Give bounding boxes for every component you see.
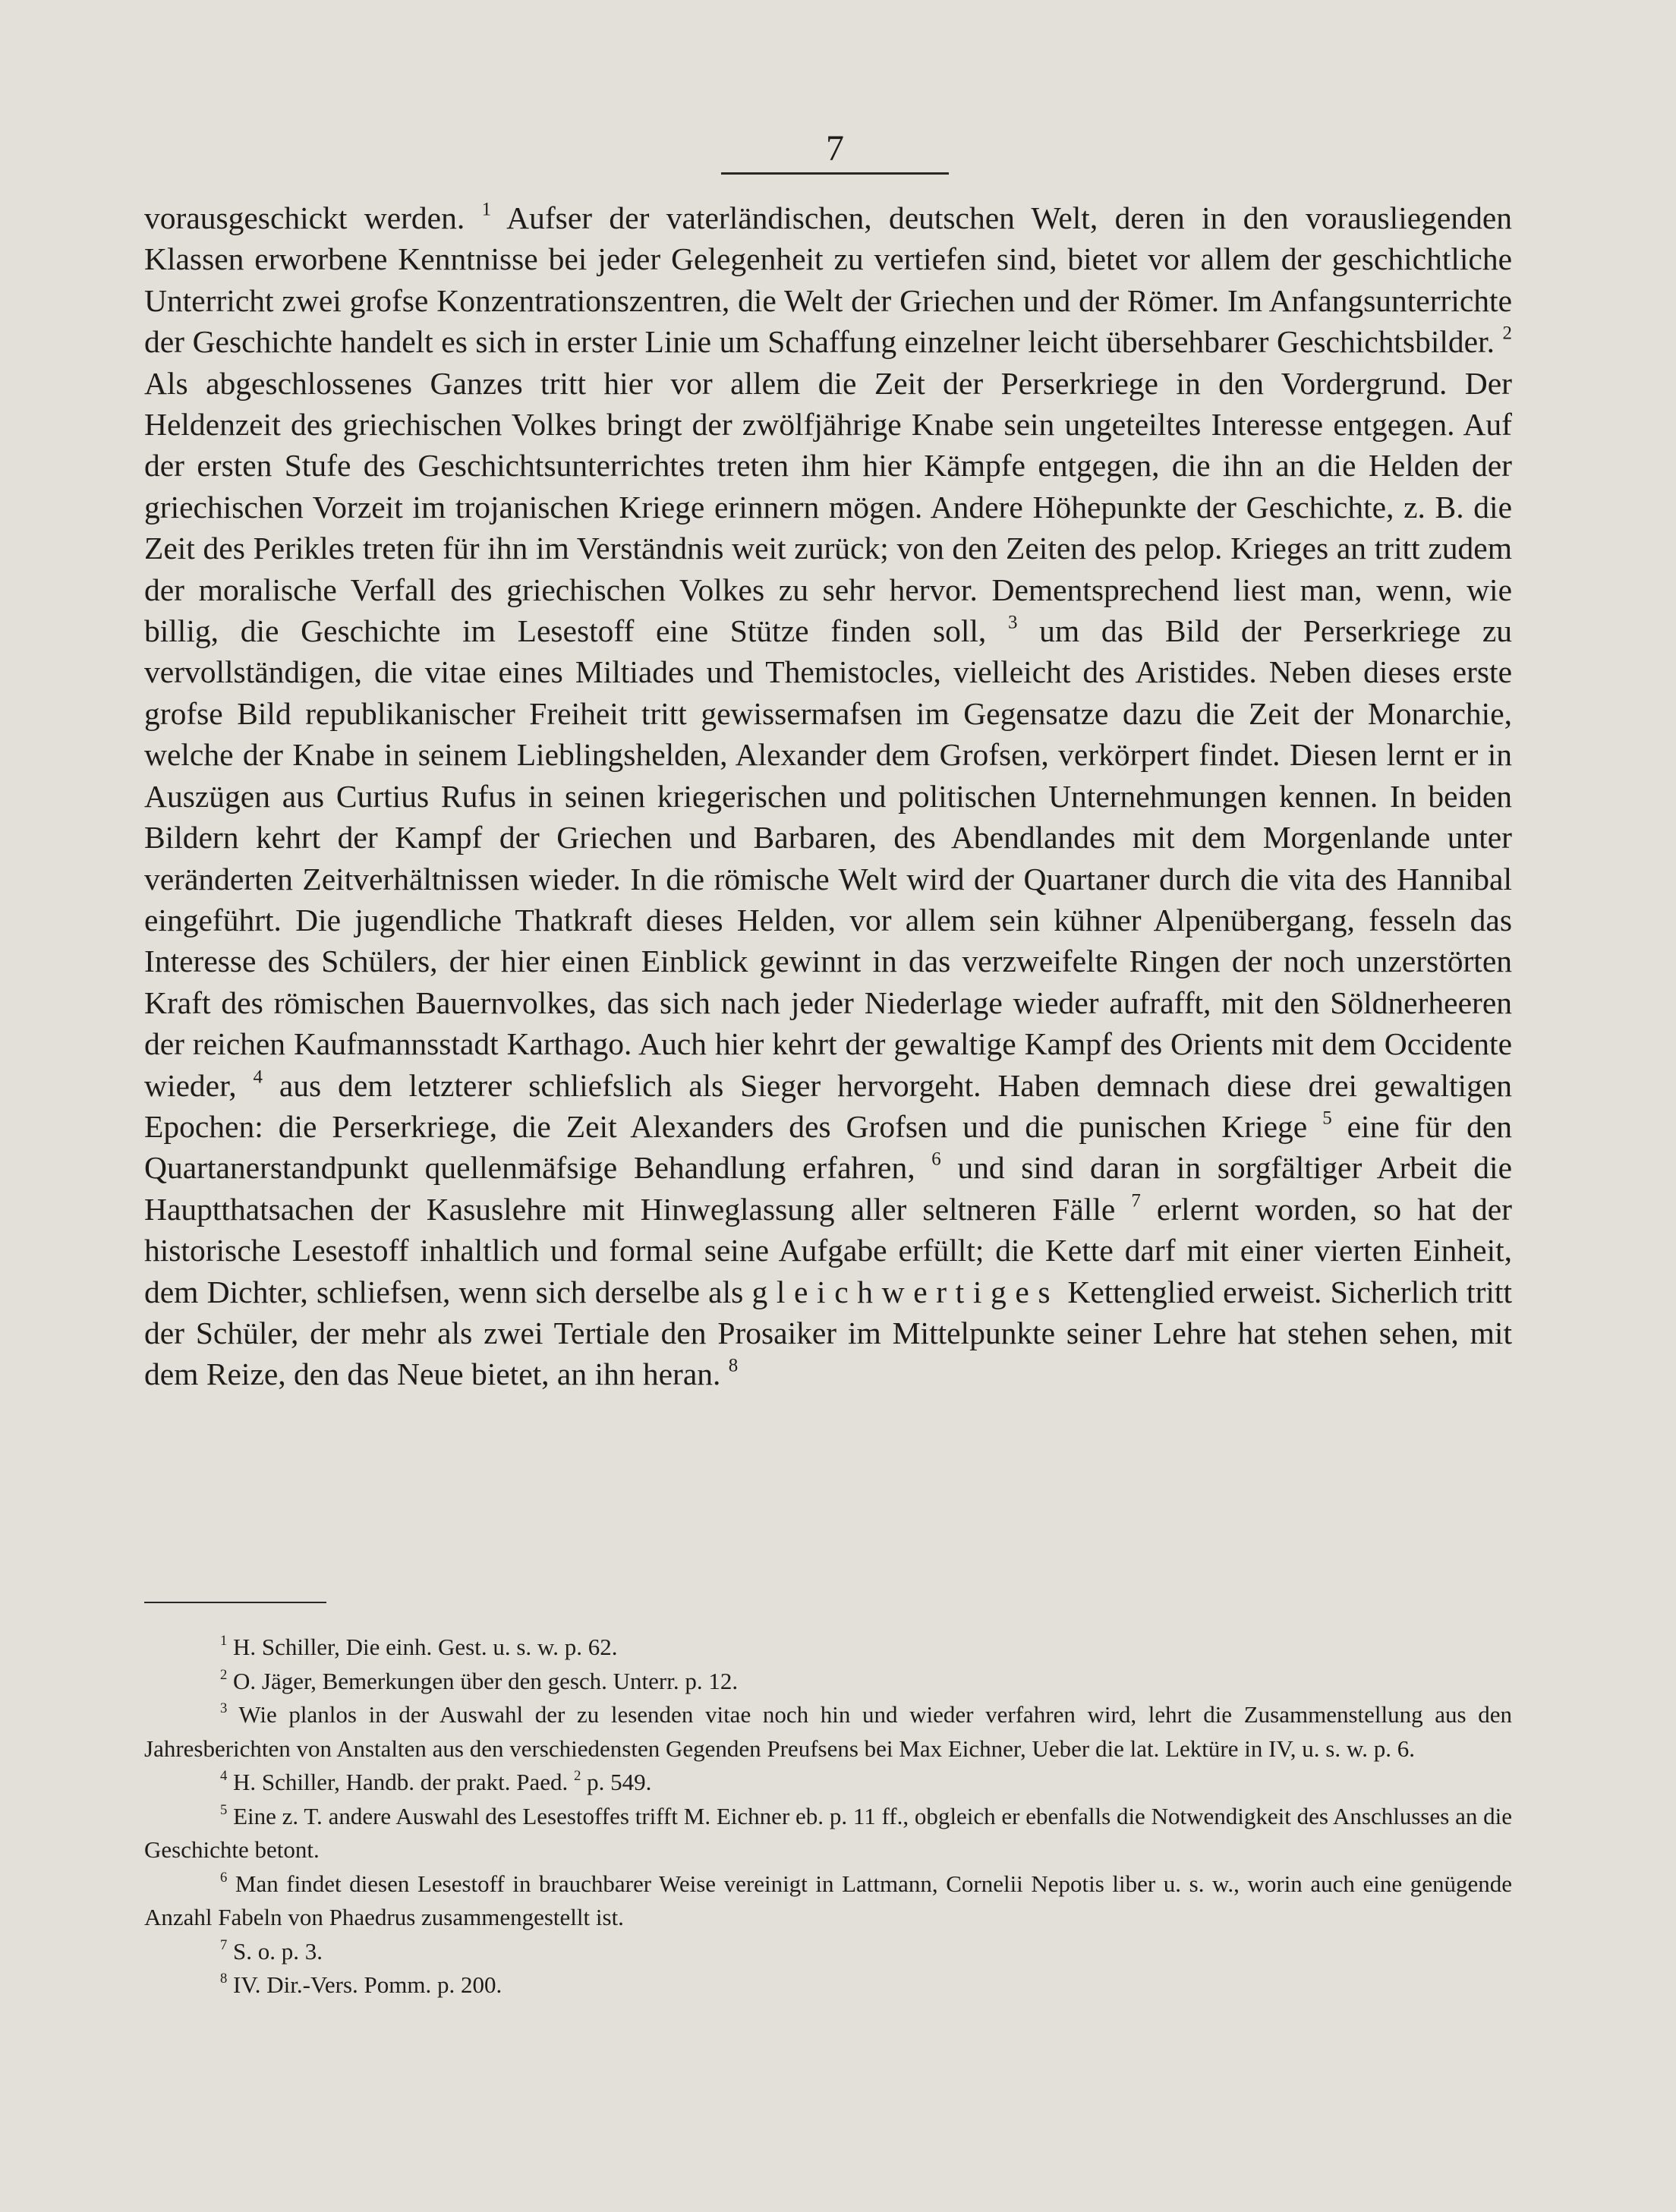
footnote-number: 1 (220, 1632, 228, 1649)
footnote-number: 5 (220, 1801, 228, 1818)
footnote-text: H. Schiller, Handb. der prakt. Paed. (227, 1769, 575, 1795)
footnote-number: 2 (220, 1666, 228, 1683)
footnote-text: IV. Dir.-Vers. Pomm. p. 200. (227, 1971, 502, 1998)
body-text (144, 197, 1512, 1395)
body-text-segment: und sind daran in sorgfältiger Arbeit die Hauptthatsachen der Kasuslehre mit Hinweglassung aller seltneren Fälle (144, 1150, 1513, 1227)
footnote (144, 1698, 1512, 1766)
page-number: 7 (826, 128, 844, 169)
footnote-ref: 5 (1322, 1108, 1332, 1129)
footnote-number: 7 (220, 1936, 228, 1953)
footnote-text: H. Schiller, Die einh. Gest. u. s. w. p. 62. (227, 1634, 618, 1660)
footnote (144, 1968, 1512, 2002)
footnote-ref: 2 (1502, 323, 1512, 344)
body-text-segment: um das Bild der Perserkriege zu vervollständigen, die vitae eines Miltiades und Themistocles, vielleicht des Aristides. Neben dieses erste grofse Bild republikanischer Freiheit tritt gewissermafsen im Gegensatze dazu die Zeit der Monarchie, welche der Knabe in seinem Lieblingshelden, Alexander dem Grofsen, verkörpert findet. Diesen lernt er in Auszügen aus Curtius Rufus in seinen kriegerischen und politischen Unternehmungen kennen. In beiden Bildern kehrt der Kampf der Griechen und Barbaren, des Abendlandes mit dem Morgenlande unter veränderten Zeitverhältnissen wieder. In die römische Welt wird der Quartaner durch die vita des Hannibal eingeführt. Die jugendliche Thatkraft dieses Helden, vor allem sein kühner Alpenübergang, fesseln das Interesse des Schülers, der hier einen Einblick gewinnt in das verzweifelte Ringen der noch unzerstörten Kraft des römischen Bauernvolkes, das sich nach jeder Niederlage wieder aufrafft, mit den Söldnerheeren der reichen Kaufmannsstadt Karthago. Auch hier kehrt der gewaltige Kampf des Orients mit dem Occidente wieder, (144, 613, 1513, 1103)
body-paragraph (144, 197, 1512, 1395)
footnote (144, 1631, 1512, 1665)
body-text-segment: Als abgeschlossenes Ganzes tritt hier vor allem die Zeit der Perserkriege in den Vordergrund. Der Heldenzeit des griechischen Volkes bringt der zwölfjährige Knabe sein ungeteiltes Interesse entgegen. Auf der ersten Stufe des Geschichtsunterrichtes treten ihm hier Kämpfe entgegen, die ihn an die Helden der griechischen Vorzeit im trojanischen Kriege erinnern mögen. Andere Höhepunkte der Geschichte, z. B. die Zeit des Perikles treten für ihn im Verständnis weit zurück; von den Zeiten des pelop. Krieges an tritt zudem der moralische Verfall des griechischen Volkes zu sehr hervor. Dementsprechend liest man, wenn, wie billig, die Geschichte im Lesestoff eine Stütze finden soll, (144, 365, 1512, 649)
footnote-ref: 6 (931, 1149, 941, 1170)
footnote-ref: 8 (728, 1355, 739, 1376)
body-text-segment: Kettenglied erweist. Sicherlich tritt der Schüler, der mehr als zwei Tertiale den Prosaiker im Mittelpunkte seiner Lehre hat stehen sehen, mit dem Reize, den das Neue bietet, an ihn heran. (144, 1274, 1512, 1392)
footnote-ref: 3 (1007, 612, 1018, 633)
footnote-number: 4 (220, 1767, 228, 1784)
footnote (144, 1800, 1512, 1867)
edition-number: 2 (574, 1767, 581, 1784)
footnote-ref: 1 (481, 199, 492, 220)
footnote-text: S. o. p. 3. (227, 1937, 323, 1965)
footnote-ref: 4 (253, 1067, 263, 1088)
footnote-number: 8 (220, 1970, 228, 1987)
footnote (144, 1867, 1512, 1935)
body-text-segment: aus dem letzterer schliefslich als Sieger hervorgeht. Haben demnach diese drei gewaltigen Epochen: die Perserkriege, die Zeit Alexanders des Grofsen und die punischen Kriege (144, 1067, 1512, 1144)
footnote-text: Wie planlos in der Auswahl der zu lesenden vitae noch hin und wieder verfahren wird, lehrt die Zusammenstellung aus den Jahresberichten von Anstalten aus den verschiedensten Gegenden Preufsens bei Max Eichner, Ueber die lat. Lektüre in IV, u. s. w. p. 6. (144, 1701, 1512, 1762)
footnote-number: 3 (220, 1700, 228, 1716)
body-text-segment: erlernt worden, so hat der historische Lesestoff inhaltlich und formal seine Aufgabe erfüllt; die Kette darf mit einer vierten Einheit, dem Dichter, schliefsen, wenn sich derselbe als (144, 1191, 1512, 1309)
footnote-ref: 7 (1131, 1190, 1141, 1212)
footnote-text: Man findet diesen Lesestoff in brauchbarer Weise vereinigt in Lattmann, Cornelii Nepotis liber u. s. w., worin auch eine genügende Anzahl Fabeln von Phaedrus zusammengestellt ist. (144, 1870, 1512, 1930)
footnote (144, 1766, 1512, 1800)
footnote (144, 1665, 1512, 1699)
footnote-text: Eine z. T. andere Auswahl des Lesestoffes trifft M. Eichner eb. p. 11 ff., obgleich er ebenfalls die Notwendigkeit des Anschlusses an die Geschichte betont. (144, 1802, 1512, 1863)
footnote-rule (144, 1602, 326, 1603)
footnote-text: p. 549. (581, 1769, 652, 1795)
body-text-segment: eine für den Quartanerstandpunkt quellenmäfsige Behandlung erfahren, (144, 1108, 1513, 1186)
header-rule (721, 172, 949, 175)
footnotes (144, 1631, 1512, 2002)
body-text-segment: vorausgeschickt werden. (144, 200, 482, 235)
emphasized-word: gleichwertiges (751, 1274, 1060, 1309)
footnote-number: 6 (220, 1869, 228, 1886)
body-text-segment: Aufser der vaterländischen, deutschen Welt, deren in den vorausliegenden Klassen erworbene Kenntnisse bei jeder Gelegenheit zu vertiefen sind, bietet vor allem der geschichtliche Unterricht zwei grofse Konzentrationszentren, die Welt der Griechen und der Römer. Im Anfangsunterrichte der Geschichte handelt es sich in erster Linie um Schaffung einzelner leicht übersehbarer Geschichtsbilder. (144, 200, 1512, 360)
footnote (144, 1935, 1512, 1969)
footnote-text: O. Jäger, Bemerkungen über den gesch. Unterr. p. 12. (227, 1667, 739, 1694)
